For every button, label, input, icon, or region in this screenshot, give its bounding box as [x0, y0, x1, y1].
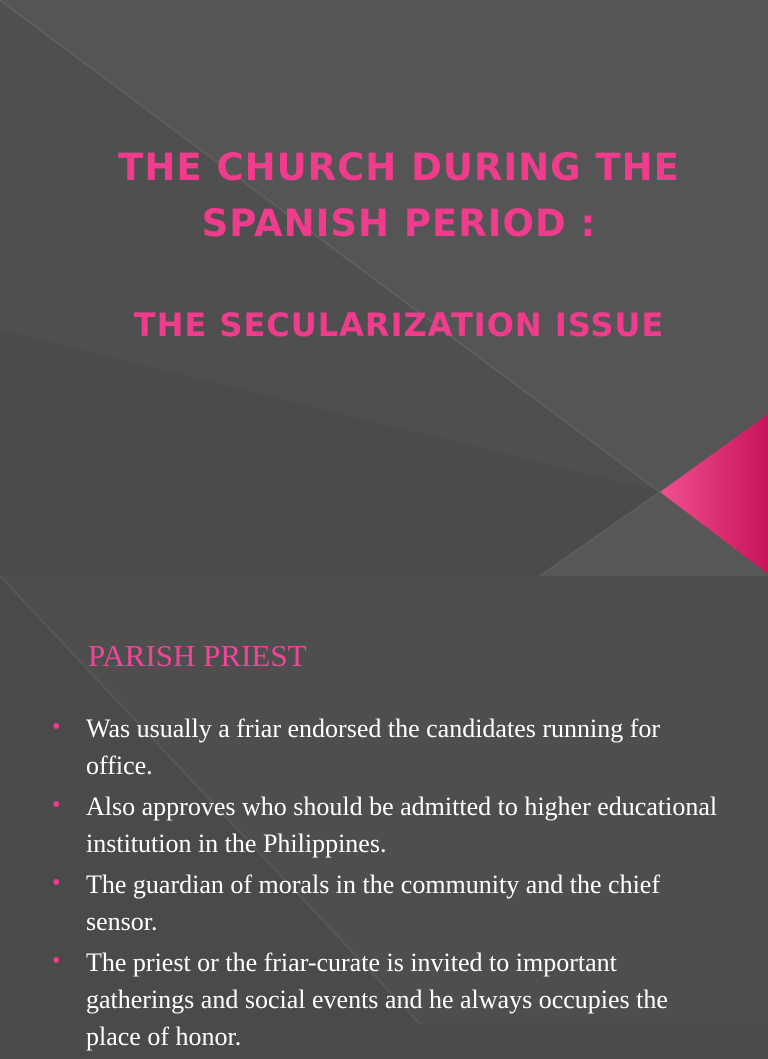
slide-title-line-1: THE CHURCH DURING THE — [118, 146, 680, 189]
bullet-list — [48, 710, 728, 1059]
bullet-icon: • — [52, 714, 61, 740]
slide-title-block — [0, 140, 768, 350]
bullet-text: The priest or the friar-curate is invited to important gatherings and social events and he always occupies the place of honor. — [86, 948, 668, 1051]
bullet-icon: • — [52, 870, 61, 896]
bullet-text: Was usually a friar endorsed the candidates running for office. — [86, 714, 661, 780]
bullet-icon: • — [52, 948, 61, 974]
bullet-item — [48, 710, 728, 784]
slide-subtitle: THE SECULARIZATION ISSUE — [133, 306, 665, 344]
content-slide — [0, 576, 768, 1051]
bullet-text: Also approves who should be admitted to higher educational institution in the Philippines. — [86, 792, 718, 858]
bullet-item — [48, 788, 728, 862]
bullet-text: The guardian of morals in the community and the chief sensor. — [86, 870, 660, 936]
bullet-item — [48, 944, 728, 1055]
slide-title-line-2: SPANISH PERIOD : — [201, 202, 597, 245]
bullet-icon: • — [52, 792, 61, 818]
slide-heading: PARISH PRIEST — [88, 638, 307, 673]
bullet-item — [48, 866, 728, 940]
